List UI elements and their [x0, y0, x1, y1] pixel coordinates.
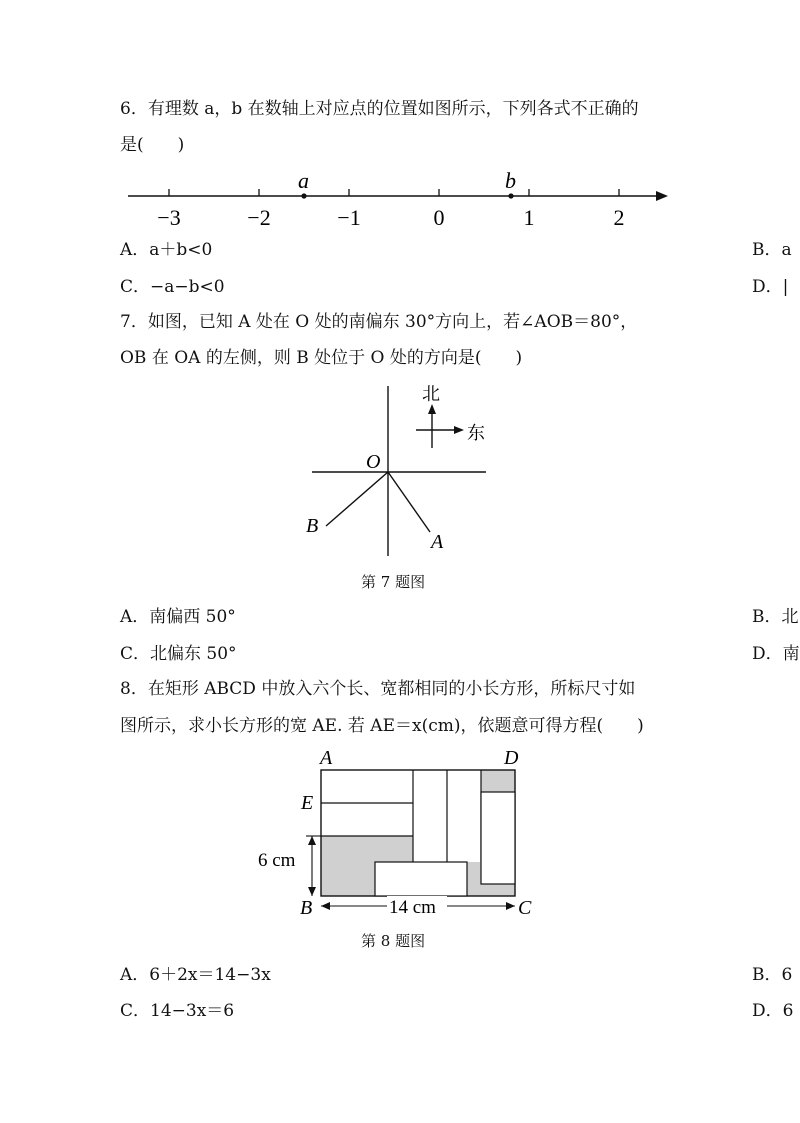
- q7-option-c: C．北偏东 50°: [120, 644, 237, 664]
- q6-number-line: [120, 165, 680, 235]
- q8-option-d: D．6: [752, 1001, 794, 1021]
- height-label: 6 cm: [258, 850, 296, 871]
- tick-label: 1: [523, 205, 535, 230]
- q8-rectangle-figure: [250, 742, 550, 922]
- q8-stem-line1: 8．在矩形 ABCD 中放入六个长、宽都相同的小长方形，所标尺寸如: [120, 679, 636, 699]
- q7-option-b: B．北: [752, 607, 799, 627]
- east-label: 东: [467, 423, 485, 443]
- point-e-label: E: [301, 792, 314, 814]
- q6-stem-line1: 6．有理数 a，b 在数轴上对应点的位置如图所示，下列各式不正确的: [120, 99, 639, 119]
- q8-stem-line2: 图所示，求小长方形的宽 AE. 若 AE＝x(cm)，依题意可得方程( ): [120, 716, 644, 736]
- q8-option-b: B．6: [752, 965, 793, 985]
- width-label: 14 cm: [389, 897, 436, 918]
- q6-option-b: B．a: [752, 240, 792, 260]
- q7-stem-line2: OB 在 OA 的左侧，则 B 处位于 O 处的方向是( ): [120, 348, 523, 368]
- q6-option-d: D．|: [752, 277, 789, 297]
- point-a-label: A: [431, 531, 444, 553]
- q6-stem-line2: 是( ): [120, 135, 185, 155]
- point-o-label: O: [366, 451, 381, 473]
- point-a-label: a: [298, 168, 309, 193]
- tick-label: −2: [247, 205, 271, 230]
- q7-option-d: D．南: [752, 644, 800, 664]
- q7-caption: 第 7 题图: [361, 573, 426, 591]
- point-b-label: B: [306, 515, 319, 537]
- q6-option-c: C．−a−b<0: [120, 277, 225, 297]
- point-b-label: b: [505, 168, 516, 193]
- tick-label: 0: [433, 205, 445, 230]
- q6-option-a: A．a＋b<0: [120, 240, 213, 260]
- q8-option-a: A．6＋2x＝14−3x: [120, 965, 271, 985]
- vertex-a-label: A: [320, 747, 333, 769]
- q7-stem-line1: 7．如图，已知 A 处在 O 处的南偏东 30°方向上，若∠AOB＝80°，: [120, 312, 638, 332]
- tick-label: −3: [157, 205, 181, 230]
- q7-direction-figure: [300, 378, 500, 563]
- vertex-c-label: C: [518, 897, 532, 919]
- q8-caption: 第 8 题图: [361, 932, 426, 950]
- point-a-dot: [301, 193, 306, 198]
- vertex-d-label: D: [504, 747, 519, 769]
- q8-option-c: C．14−3x＝6: [120, 1001, 235, 1021]
- q7-option-a: A．南偏西 50°: [120, 607, 236, 627]
- north-label: 北: [422, 384, 440, 404]
- vertex-b-label: B: [300, 897, 313, 919]
- tick-label: 2: [613, 205, 625, 230]
- tick-label: −1: [337, 205, 361, 230]
- point-b-dot: [508, 193, 513, 198]
